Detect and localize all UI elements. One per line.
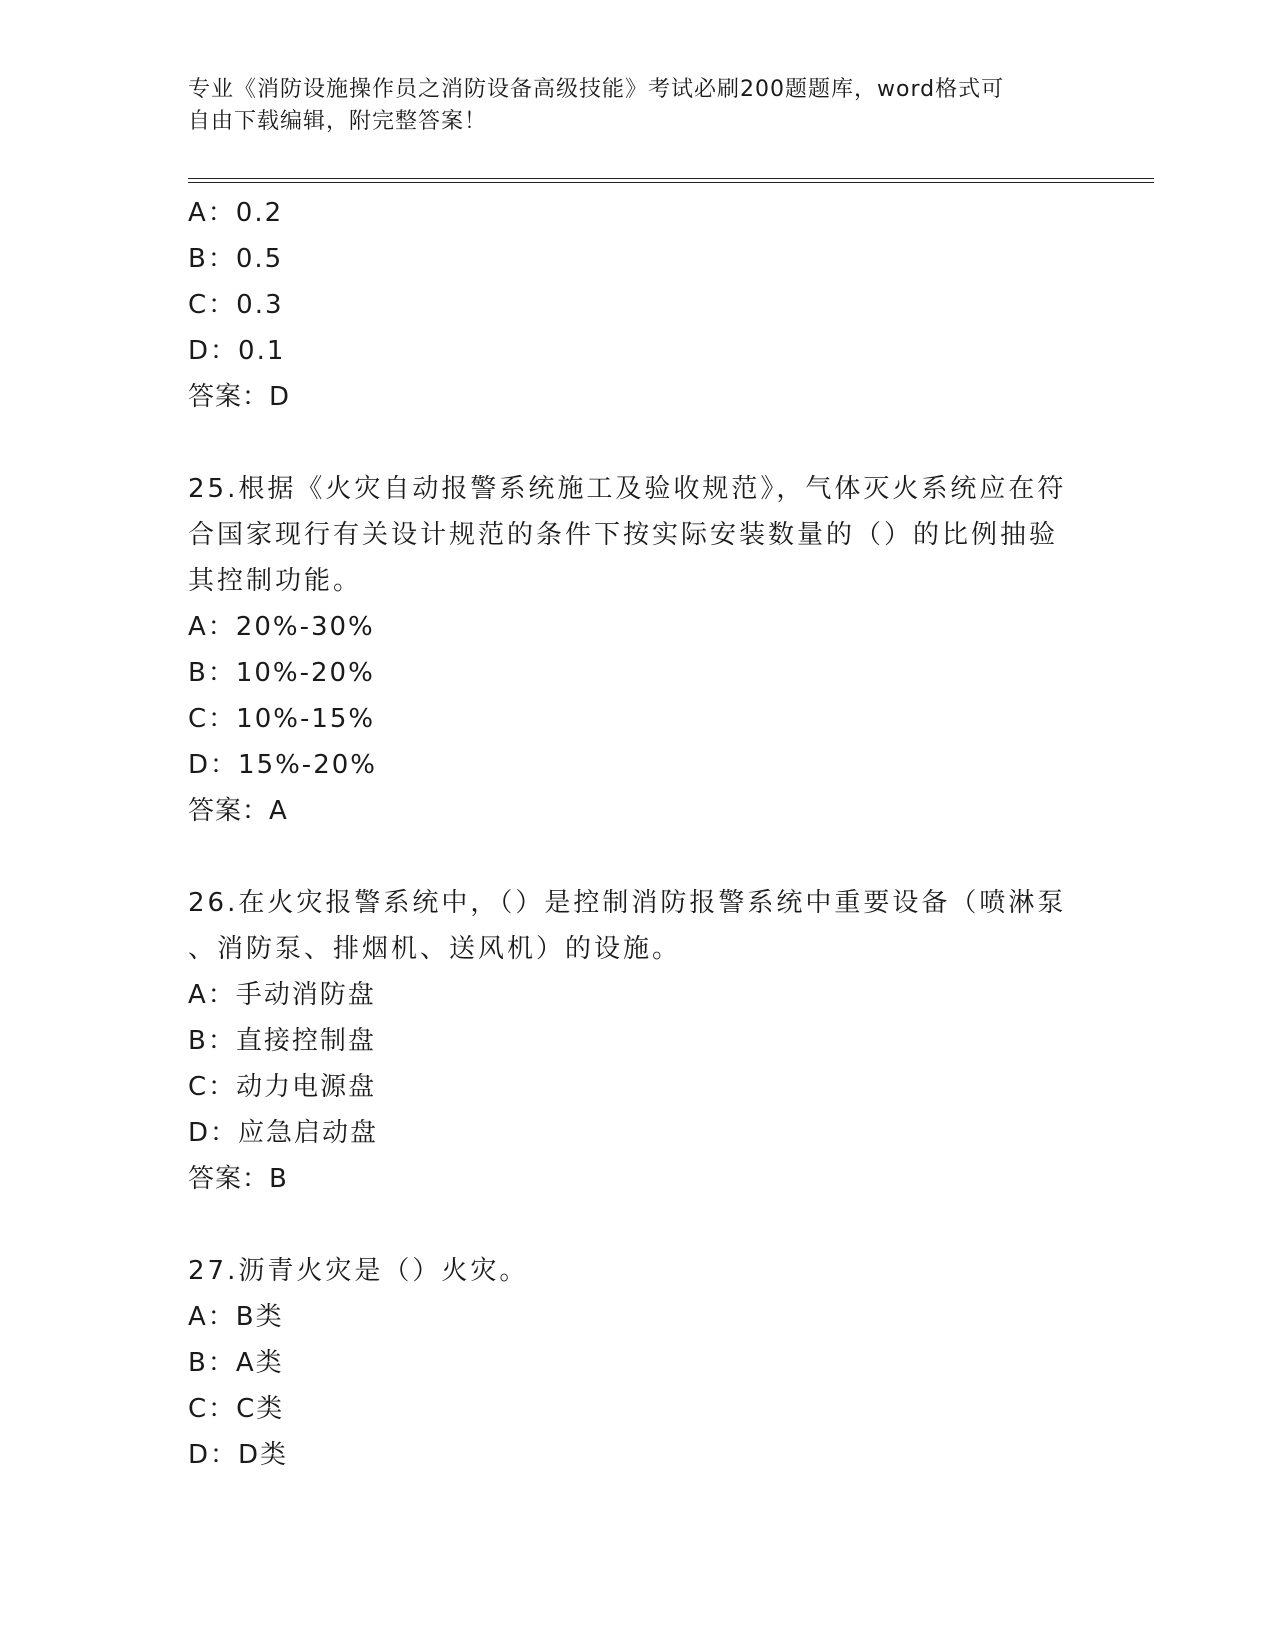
- document-header: [188, 74, 1088, 138]
- option-a: A：B类: [188, 1302, 284, 1332]
- option-b: B：10%-20%: [188, 658, 375, 688]
- option-d: D：0.1: [188, 336, 286, 366]
- question-text-line: 26.在火灾报警系统中，（）是控制消防报警系统中重要设备（喷淋泵: [188, 888, 1067, 918]
- option-b: B：A类: [188, 1348, 284, 1378]
- spacer: [188, 420, 1088, 466]
- option-a: A：0.2: [188, 198, 284, 228]
- answer-line: 答案：A: [188, 796, 288, 826]
- question-24: [188, 190, 1088, 420]
- header-rule-bottom: [188, 182, 1154, 183]
- option-b: B：直接控制盘: [188, 1026, 376, 1056]
- spacer: [188, 834, 1088, 880]
- option-c: C：C类: [188, 1394, 285, 1424]
- answer-line: 答案：D: [188, 382, 291, 412]
- question-text-line: 其控制功能。: [188, 566, 363, 596]
- option-d: D：应急启动盘: [188, 1118, 379, 1148]
- header-line-2: 自由下载编辑，附完整答案！: [188, 109, 488, 134]
- option-b: B：0.5: [188, 244, 284, 274]
- header-rule-top: [188, 178, 1154, 179]
- question-text-line: 27.沥青火灾是（）火灾。: [188, 1256, 529, 1286]
- spacer: [188, 1202, 1088, 1248]
- question-content: [188, 190, 1088, 1478]
- question-text-line: 合国家现行有关设计规范的条件下按实际安装数量的（）的比例抽验: [188, 520, 1059, 550]
- question-26: [188, 880, 1088, 1202]
- question-text-line: 25.根据《火灾自动报警系统施工及验收规范》，气体灭火系统应在符: [188, 474, 1067, 504]
- question-25: [188, 466, 1088, 834]
- question-text-line: 、消防泵、排烟机、送风机）的设施。: [188, 934, 682, 964]
- header-line-1: 专业《消防设施操作员之消防设备高级技能》考试必刷200题题库，word格式可: [188, 77, 1005, 102]
- option-c: C：10%-15%: [188, 704, 376, 734]
- answer-line: 答案：B: [188, 1164, 288, 1194]
- option-a: A：20%-30%: [188, 612, 375, 642]
- option-a: A：手动消防盘: [188, 980, 376, 1010]
- option-c: C：动力电源盘: [188, 1072, 377, 1102]
- option-d: D：D类: [188, 1440, 289, 1470]
- option-d: D：15%-20%: [188, 750, 377, 780]
- option-c: C：0.3: [188, 290, 284, 320]
- question-27: [188, 1248, 1088, 1478]
